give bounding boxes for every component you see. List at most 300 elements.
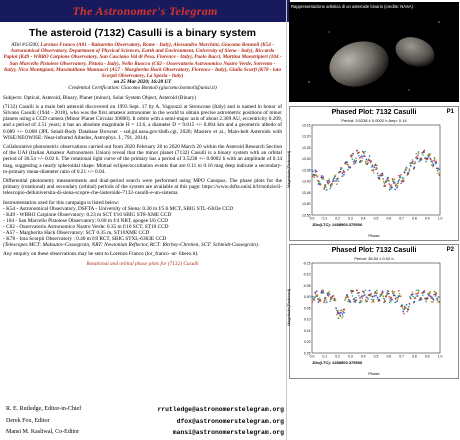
plot-point [322, 176, 324, 178]
plot-point [377, 297, 379, 299]
plot-point [394, 189, 396, 191]
plot-point [398, 181, 400, 183]
plot-point [366, 164, 368, 166]
instrument-item: - 104 - San Marcello Pistoiese Observatory: 0.60 m f/4 NRT, apogee U6 CCD [3, 217, 169, 224]
plot-point [388, 180, 390, 182]
plot-point [323, 302, 325, 304]
plot-point [351, 156, 353, 158]
plot-point [326, 189, 328, 191]
x-tick-label: 0.3 [348, 354, 353, 359]
plot-point [396, 297, 398, 299]
x-tick-label: 0.7 [399, 354, 404, 359]
plot-point [377, 175, 379, 177]
plot-point [436, 293, 438, 295]
x-tick-label: 0.8 [412, 216, 417, 221]
plot-point [317, 175, 319, 177]
plot-xlabel: Phase [368, 233, 380, 238]
plot-point [371, 301, 373, 303]
plot-point [423, 151, 425, 153]
y-tick-label: 13.15 [302, 123, 311, 128]
x-tick-label: 0.1 [322, 216, 328, 221]
plot-point [348, 164, 350, 166]
plot-point [319, 298, 321, 300]
plot-point [376, 168, 378, 170]
paragraph-methods: Differential photometry measurements and dual-period search were performed using MPO Canopus. The phase plots for the primary (rotational) and secondary (orbital) periods of the system are available at this page: https://www.dsfta.unisi.it/it/notizie/il-telescopio-delluniversita-di-siena-scopre-che-lasteroide-7132-casulli-e-un-sistema [3, 178, 282, 197]
plot-point [315, 293, 317, 295]
plot-frame [312, 263, 440, 353]
plot-point [396, 186, 398, 188]
plot-point [324, 187, 326, 189]
plot-xlabel: Phase [368, 371, 380, 376]
plot-point [406, 167, 408, 169]
plot-point [436, 162, 438, 164]
plot-point [369, 290, 371, 292]
plot-point [325, 299, 327, 301]
plot-period: Period: 36.54 ± 0.02 h [354, 256, 394, 261]
plot-point [318, 301, 320, 303]
plot-point [433, 299, 435, 301]
plot-point [347, 169, 349, 171]
plot-point [314, 176, 316, 178]
y-tick-label: 13.20 [302, 134, 311, 139]
plot-point [348, 296, 350, 298]
plot-point [405, 307, 407, 309]
plot-point [317, 294, 319, 296]
plot-canvas [290, 107, 460, 242]
y-tick-label: 13.45 [302, 190, 311, 195]
plot-point [338, 317, 340, 319]
plot-point [328, 178, 330, 180]
plot-point [328, 180, 330, 182]
plot-point [330, 186, 332, 188]
plot-point [316, 290, 318, 292]
plot-point [406, 311, 408, 313]
x-tick-label: 0.4 [360, 216, 366, 221]
plot-point [312, 301, 314, 303]
article [3, 24, 282, 267]
plot-point [312, 171, 314, 173]
subjects-line: Subjects: Optical, Asteroid, Binary, Planet (minor), Solar System Object, Asteroid (Binary) [3, 94, 197, 101]
instrument-item: - A57 - Margherita Hack Observatory: SCT 0.35 m, ST10XME CCD [3, 230, 150, 237]
y-tick-label: 13.40 [302, 179, 311, 184]
plot-point [316, 174, 318, 176]
plot-point [388, 177, 390, 179]
plot-point [329, 300, 331, 302]
author-list: Lorenzo Franco (A81 - Balzaretto Observatory, Rome - Italy), Alessandro Marchini, Giacomo Bonnoli (K54 - Astronomical Observatory, Department of Physical Sciences, Earth and Environment, University of Siena - Italy), Riccardo Papini (K49 - WBRO Carpione Observatory, San Casciano Val di Pesa, Florence - Italy), Paolo Bacci, Martina Maestripieri (104 - San Marcello Pistoiese Observatory, Pistoia - Italy), Nello Ruocco (C82 - Osservatorio Astronomico Nastro Verde, Sorrento - Italy), Nico Montigiani, Massimiliano Mannucci (A57 - Margherita Hack Observatory, Florence - Italy), Giulio Scarfi (K78 - iota Scorpii Observatory, La Spezia - Italy) [3, 42, 282, 80]
x-tick-label: 0.1 [322, 354, 328, 359]
y-tick-label: -0.05 [302, 283, 311, 288]
plot-point [400, 174, 402, 176]
telegram-banner[interactable] [0, 0, 290, 22]
plot-point [358, 292, 360, 294]
plot-point [403, 180, 405, 182]
plot-point [390, 184, 392, 186]
y-tick-label: 0.20 [303, 340, 311, 345]
plot-point [350, 167, 352, 169]
plot-point [341, 317, 343, 319]
plot-point [367, 160, 369, 162]
article-title: The asteroid (7132) Casulli is a binary system [28, 27, 256, 39]
plot-point [419, 160, 421, 162]
y-tick-label: 13.50 [302, 202, 311, 207]
plot-ylabel: Magnitude(Reduced) [286, 288, 292, 327]
plot-point [362, 297, 364, 299]
plot-point [432, 301, 434, 303]
editor-row [6, 404, 284, 416]
plot-point [432, 162, 434, 164]
plot-point [365, 299, 367, 301]
plot-point [417, 157, 419, 159]
y-tick-label: 13.25 [302, 145, 311, 150]
plot-point [416, 153, 418, 155]
plot-point [364, 155, 366, 157]
plot-point [414, 301, 416, 303]
plot-point [371, 299, 373, 301]
plot-point [386, 178, 388, 180]
plot-point [379, 300, 381, 302]
plot-point [384, 185, 386, 187]
x-tick-label: 0.3 [348, 216, 353, 221]
plot-point [358, 151, 360, 153]
plot-point [328, 291, 330, 293]
plot-point [394, 291, 396, 293]
plot-point [388, 296, 390, 298]
plot-point [340, 315, 342, 317]
plot-point [333, 295, 335, 297]
plot-point [355, 301, 357, 303]
plot-point [364, 289, 366, 291]
plot-point [373, 169, 375, 171]
plot-point [435, 160, 437, 162]
post-date: on 25 Mar 2020; 16:28 UT [113, 79, 172, 86]
plot-point [376, 165, 378, 167]
phase-plots-link[interactable]: Rotational and orbital phase plots for (7132) Casulli [86, 260, 199, 267]
plot-point [388, 293, 390, 295]
plot-point [323, 292, 325, 294]
plot-point [431, 164, 433, 166]
plot-point [397, 182, 399, 184]
plot-point [400, 182, 402, 184]
y-tick-label: 13.30 [302, 157, 311, 162]
plot-point [397, 297, 399, 299]
plot-point [358, 295, 360, 297]
phase-plot-primary [286, 106, 459, 241]
plot-point [425, 161, 427, 163]
plot-point [397, 185, 399, 187]
plot-point [340, 171, 342, 173]
image-caption: Rappresentazione artistica di un asteroide binario (credits: NASA) [291, 4, 413, 9]
y-tick-label: 13.35 [302, 168, 311, 173]
plot-point [404, 172, 406, 174]
plot-point [408, 308, 410, 310]
plot-point [422, 154, 424, 156]
plot-point [341, 167, 343, 169]
x-tick-label: 1.0 [437, 354, 443, 359]
plot-point [434, 158, 436, 160]
plot-point [417, 292, 419, 294]
editor-name: R. E. Rutledge, Editor-in-Chief [6, 406, 82, 412]
instrument-item: - K49 - WBRO Carpione Observatory: 0.23 m SCT f/10 SBIG ST8-XME CCD [3, 211, 172, 218]
plot-point [363, 153, 365, 155]
plot-point [424, 290, 426, 292]
plot-point [362, 157, 364, 159]
plot-point [412, 163, 414, 165]
plot-point [409, 169, 411, 171]
plot-point [421, 299, 423, 301]
x-tick-label: 0.8 [412, 354, 417, 359]
plot-point [382, 178, 384, 180]
plot-point [418, 289, 420, 291]
editor-email[interactable]: mansi@astronomerstelegram.org [172, 429, 284, 436]
plot-point [428, 153, 430, 155]
instrument-item: - C82 - Osservatorio Astronomico Nastro Verde: 0.35 m f/10 SCT, ST10 CCD [3, 224, 169, 231]
paragraph-intro: (7132) Casulli is a main belt asteroid discovered on 1993 Sept. 17 by A. Vagnozzi at Stroncone (Italy) and is named in honor of Silvano Casulli (1944 - 2018), who was the first amateur astronomer in the world to obtain precise astrometric positions of minor planets using a CCD camera (Minor Planet Circular 30800). It orbits with a semi-major axis of about 2.309 AU, eccentricity 0.209, and a period of 3.51 years; it has an absolute magnitude H = 13.6, a diameter D = 9.015 +/- 0.064 km and a geometric albedo of 0.089 +/- 0.008 (JPL Small-Body Database Browser - ssd.jpl.nasa.gov/sbdb.cgi, 2020; Masiero et al., Main-belt Asteroids with WISE/NEOWISE: Near-infrared Albedos, Astrophys. J., 791, 2014). [3, 103, 282, 141]
x-tick-label: 0.5 [373, 216, 379, 221]
plot-point [372, 165, 374, 167]
plot-point [394, 178, 396, 180]
plot-point [375, 291, 377, 293]
telescopes-note: (Telescopes MCT: Maksutov-Cassegrain, NRT: Newtonian Reflector, RCT: Ritchey-Chretien, SCT: Schmidt-Cassegrain). [3, 242, 260, 249]
plot-point [323, 188, 325, 190]
plot-point [355, 162, 357, 164]
x-tick-label: 0.2 [335, 216, 340, 221]
plot-point [346, 294, 348, 296]
plot-point [388, 290, 390, 292]
plot-point [427, 158, 429, 160]
binary-asteroid-image [289, 2, 459, 102]
x-tick-label: 0.6 [386, 216, 392, 221]
plot-point [366, 159, 368, 161]
plot-point [329, 181, 331, 183]
plot-point [382, 292, 384, 294]
plot-point [356, 289, 358, 291]
plot-point [344, 309, 346, 311]
plot-point [344, 171, 346, 173]
plot-point [378, 177, 380, 179]
plot-point [383, 181, 385, 183]
plot-jd: JDo(LTC): 2458900.375506 [312, 360, 363, 365]
plot-point [437, 172, 439, 174]
plot-point [438, 168, 440, 170]
plot-point [439, 301, 441, 303]
plot-tag: P2 [446, 247, 454, 253]
plot-point [384, 182, 386, 184]
plot-point [398, 179, 400, 181]
plot-point [353, 301, 355, 303]
plot-point [389, 302, 391, 304]
plot-point [325, 297, 327, 299]
plot-point [400, 295, 402, 297]
plot-point [391, 299, 393, 301]
plot-point [377, 173, 379, 175]
atel-header [3, 42, 282, 92]
plot-point [324, 300, 326, 302]
editor-row [6, 416, 284, 428]
plot-point [424, 150, 426, 152]
plot-point [402, 311, 404, 313]
plot-point [408, 306, 410, 308]
plot-point [381, 293, 383, 295]
plot-point [364, 294, 366, 296]
plot-point [412, 296, 414, 298]
plot-point [334, 177, 336, 179]
editor-email[interactable]: rrutledge@astronomerstelegram.org [157, 406, 284, 413]
x-tick-label: 1.0 [437, 216, 443, 221]
plot-point [319, 181, 321, 183]
plot-point [416, 289, 418, 291]
plot-point [352, 153, 354, 155]
plot-point [370, 295, 372, 297]
plot-point [384, 301, 386, 303]
x-tick-label: 0.0 [309, 354, 315, 359]
plot-point [373, 172, 375, 174]
plot-point [328, 295, 330, 297]
plot-point [367, 297, 369, 299]
plot-point [338, 310, 340, 312]
plot-point [421, 159, 423, 161]
plot-point [363, 292, 365, 294]
plot-point [437, 299, 439, 301]
plot-point [342, 315, 344, 317]
plot-point [370, 160, 372, 162]
x-tick-label: 0.9 [424, 354, 430, 359]
asteroid-artwork [289, 2, 459, 102]
plot-point [361, 160, 363, 162]
plot-point [382, 174, 384, 176]
plot-point [314, 297, 316, 299]
plot-point [361, 296, 363, 298]
plot-point [330, 299, 332, 301]
plot-point [311, 169, 313, 171]
editor-email[interactable]: dfox@astronomerstelegram.org [176, 417, 284, 425]
plot-point [397, 299, 399, 301]
y-tick-label: -0.15 [302, 261, 311, 266]
plot-point [355, 297, 357, 299]
plot-point [346, 161, 348, 163]
plot-point [439, 174, 441, 176]
plot-point [412, 291, 414, 293]
plot-point [360, 161, 362, 163]
plot-point [356, 150, 358, 152]
plot-point [390, 188, 392, 190]
y-tick-label: 0.15 [303, 328, 311, 333]
site-logo: The Astronomer's Telegram [72, 3, 218, 18]
plot-point [402, 304, 404, 306]
plot-point [435, 295, 437, 297]
plot-point [328, 292, 330, 294]
plot-point [361, 300, 363, 302]
plot-point [438, 296, 440, 298]
plot-point [375, 295, 377, 297]
plot-point [334, 298, 336, 300]
plot-point [355, 158, 357, 160]
plot-point [341, 309, 343, 311]
plot-point [314, 299, 316, 301]
plot-point [376, 292, 378, 294]
y-tick-label: 13.55 [302, 213, 311, 218]
plot-point [408, 171, 410, 173]
plot-point [400, 176, 402, 178]
paragraph-results: Collaborative photometric observations carried out from 2020 February 20 to 2020 March 20 within the Asteroid Research Section of the UAI (Italian Amateur Astronomers Union) reveal that the minor planet (7132) Casulli is a binary system with an orbital period of 36.54 +/- 0.02 h. The rotational light curve of the primary has a period of 3.5238 +/- 0.0002 h with an amplitude of 0.14 mag, suggesting a nearly spheroidal shape. Mutual eclipse/occultation events that are 0.11 to 0.16 mag deep indicate a secondary-to-primary mean-diameter ratio of 0.21 +/- 0.04. [3, 144, 282, 175]
plot-point [316, 170, 318, 172]
plot-point [433, 160, 435, 162]
plot-point [352, 290, 354, 292]
plot-point [425, 301, 427, 303]
plot-point [384, 298, 386, 300]
plot-point [356, 160, 358, 162]
plot-point [372, 296, 374, 298]
plot-point [415, 162, 417, 164]
plot-point [382, 172, 384, 174]
plot-point [332, 183, 334, 185]
plot-point [336, 308, 338, 310]
plot-point [403, 178, 405, 180]
plot-point [329, 188, 331, 190]
plot-point [373, 301, 375, 303]
plot-point [382, 295, 384, 297]
plot-point [350, 301, 352, 303]
atel-number[interactable]: ATel #13590; [11, 42, 40, 48]
plot-point [394, 302, 396, 304]
plot-point [437, 170, 439, 172]
plot-point [398, 290, 400, 292]
plot-point [336, 183, 338, 185]
plot-jd: JDo(LTC): 2458900.375506 [312, 222, 363, 227]
y-tick-label: 0.05 [303, 306, 311, 311]
plot-point [394, 295, 396, 297]
plot-point [429, 293, 431, 295]
plot-point [403, 313, 405, 315]
instrument-list [3, 200, 282, 249]
plot-point [361, 155, 363, 157]
plot-point [388, 183, 390, 185]
x-tick-label: 0.5 [373, 354, 379, 359]
plot-point [391, 187, 393, 189]
plot-point [354, 298, 356, 300]
plot-point [320, 184, 322, 186]
plot-point [390, 300, 392, 302]
plot-point [325, 184, 327, 186]
plot-point [344, 299, 346, 301]
plot-point [342, 175, 344, 177]
plot-point [353, 163, 355, 165]
plot-point [360, 160, 362, 162]
plot-canvas [290, 245, 460, 380]
plot-point [423, 292, 425, 294]
x-tick-label: 0.0 [309, 216, 315, 221]
plot-point [427, 298, 429, 300]
y-tick-label: 0.25 [303, 351, 311, 356]
plot-point [394, 182, 396, 184]
plot-point [340, 312, 342, 314]
plot-point [430, 158, 432, 160]
plot-point [390, 296, 392, 298]
plot-point [351, 292, 353, 294]
plot-point [331, 184, 333, 186]
plot-point [336, 310, 338, 312]
plot-point [360, 302, 362, 304]
plot-point [414, 166, 416, 168]
plot-point [339, 313, 341, 315]
plot-point [365, 161, 367, 163]
plot-point [367, 162, 369, 164]
plot-point [393, 293, 395, 295]
plot-point [367, 298, 369, 300]
plot-point [379, 178, 381, 180]
x-tick-label: 0.9 [424, 216, 430, 221]
plot-point [373, 299, 375, 301]
plot-point [403, 309, 405, 311]
